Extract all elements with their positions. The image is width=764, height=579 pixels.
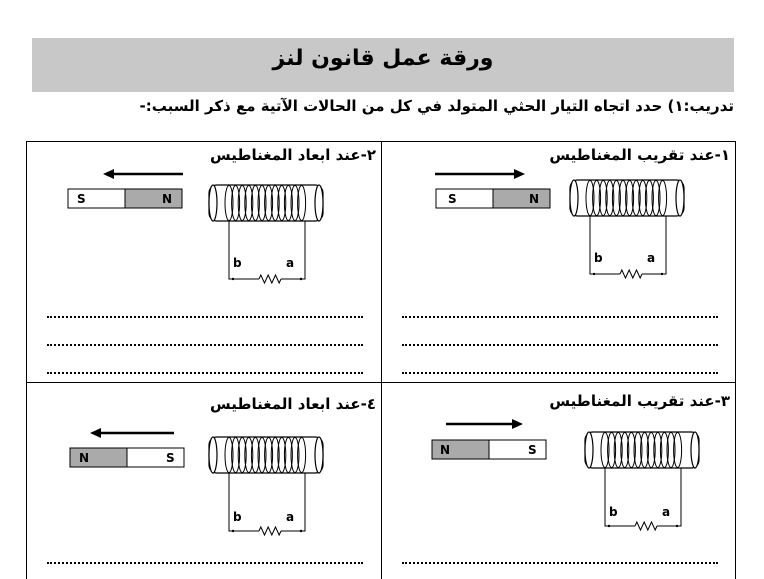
arrow-head	[512, 419, 523, 429]
terminal-dot-b	[232, 278, 234, 280]
wire-left	[590, 216, 620, 274]
magnet-label-right: N	[529, 192, 540, 206]
arrow-head	[103, 169, 114, 179]
wire-right	[281, 221, 305, 279]
magnet-label-right: S	[528, 443, 537, 457]
circuit-wire	[229, 473, 305, 535]
terminal-dot-b	[593, 273, 595, 275]
cell-title: ٢-عند ابعاد المغناطيس	[210, 146, 376, 164]
cell-title: ٣-عند تقريب المغناطيس	[549, 392, 730, 410]
grid-divider-horizontal	[26, 382, 736, 383]
magnet-pole-left	[436, 189, 493, 208]
answer-line[interactable]	[402, 372, 718, 374]
solenoid-coil	[570, 180, 684, 216]
terminal-dot-b	[232, 530, 234, 532]
circuit-wire	[229, 221, 305, 283]
cell-title: ٤-عند ابعاد المغناطيس	[210, 395, 376, 413]
magnet-label-left: S	[448, 192, 457, 206]
terminal-label-a: a	[286, 256, 295, 270]
magnet-coil-diagram	[430, 160, 700, 290]
wire-right	[642, 216, 666, 274]
terminal-label-a: a	[286, 510, 295, 524]
answer-line[interactable]	[402, 344, 718, 346]
coil-end-right	[315, 437, 323, 473]
terminal-label-a: a	[662, 505, 671, 519]
magnet-coil-diagram	[426, 410, 706, 540]
magnet-pole-right	[493, 189, 550, 208]
coil-end-right	[691, 432, 699, 468]
answer-line[interactable]	[47, 562, 363, 564]
terminal-label-b: b	[233, 256, 242, 270]
magnet-coil-diagram	[64, 415, 334, 545]
grid-divider-vertical	[381, 141, 382, 579]
magnet-label-left: S	[77, 192, 86, 206]
terminal-dot-a	[676, 525, 678, 527]
solenoid-coil	[209, 185, 323, 221]
magnet-pole-right	[127, 448, 184, 467]
circuit-wire	[605, 468, 681, 530]
terminal-label-b: b	[594, 251, 603, 265]
coil-end-left	[209, 437, 217, 473]
resistor-icon	[259, 275, 281, 283]
magnet-label-left: N	[440, 443, 451, 457]
answer-line[interactable]	[47, 316, 363, 318]
coil-end-left	[585, 432, 593, 468]
arrow-head	[90, 428, 101, 438]
terminal-label-a: a	[647, 251, 656, 265]
instruction-text: تدريب:١) حدد اتجاه التيار الحثي المتولد في كل من الحالات الآتية مع ذكر السبب:-	[139, 97, 734, 115]
terminal-dot-a	[661, 273, 663, 275]
wire-left	[229, 221, 259, 279]
circuit-wire	[590, 216, 666, 278]
solenoid-coil	[209, 437, 323, 473]
magnet-label-right: N	[162, 192, 173, 206]
answer-line[interactable]	[402, 562, 718, 564]
title-banner	[32, 38, 734, 92]
solenoid-coil	[585, 432, 699, 468]
terminal-label-b: b	[233, 510, 242, 524]
coil-end-right	[315, 185, 323, 221]
page-title: ورقة عمل قانون لنز	[272, 46, 494, 71]
terminal-label-b: b	[609, 505, 618, 519]
coil-end-left	[209, 185, 217, 221]
resistor-icon	[259, 527, 281, 535]
answer-line[interactable]	[47, 372, 363, 374]
magnet-label-right: S	[166, 451, 175, 465]
resistor-icon	[620, 270, 642, 278]
magnet-coil-diagram	[63, 160, 333, 290]
magnet-pole-right	[125, 189, 182, 208]
arrow-head	[514, 169, 525, 179]
resistor-icon	[635, 522, 657, 530]
coil-end-left	[570, 180, 578, 216]
cell-title: ١-عند تقريب المغناطيس	[549, 146, 730, 164]
terminal-dot-a	[300, 530, 302, 532]
terminal-dot-b	[608, 525, 610, 527]
answer-line[interactable]	[402, 316, 718, 318]
terminal-dot-a	[300, 278, 302, 280]
magnet-pole-right	[489, 440, 546, 459]
answer-line[interactable]	[47, 344, 363, 346]
magnet-label-left: N	[79, 451, 90, 465]
coil-end-right	[676, 180, 684, 216]
